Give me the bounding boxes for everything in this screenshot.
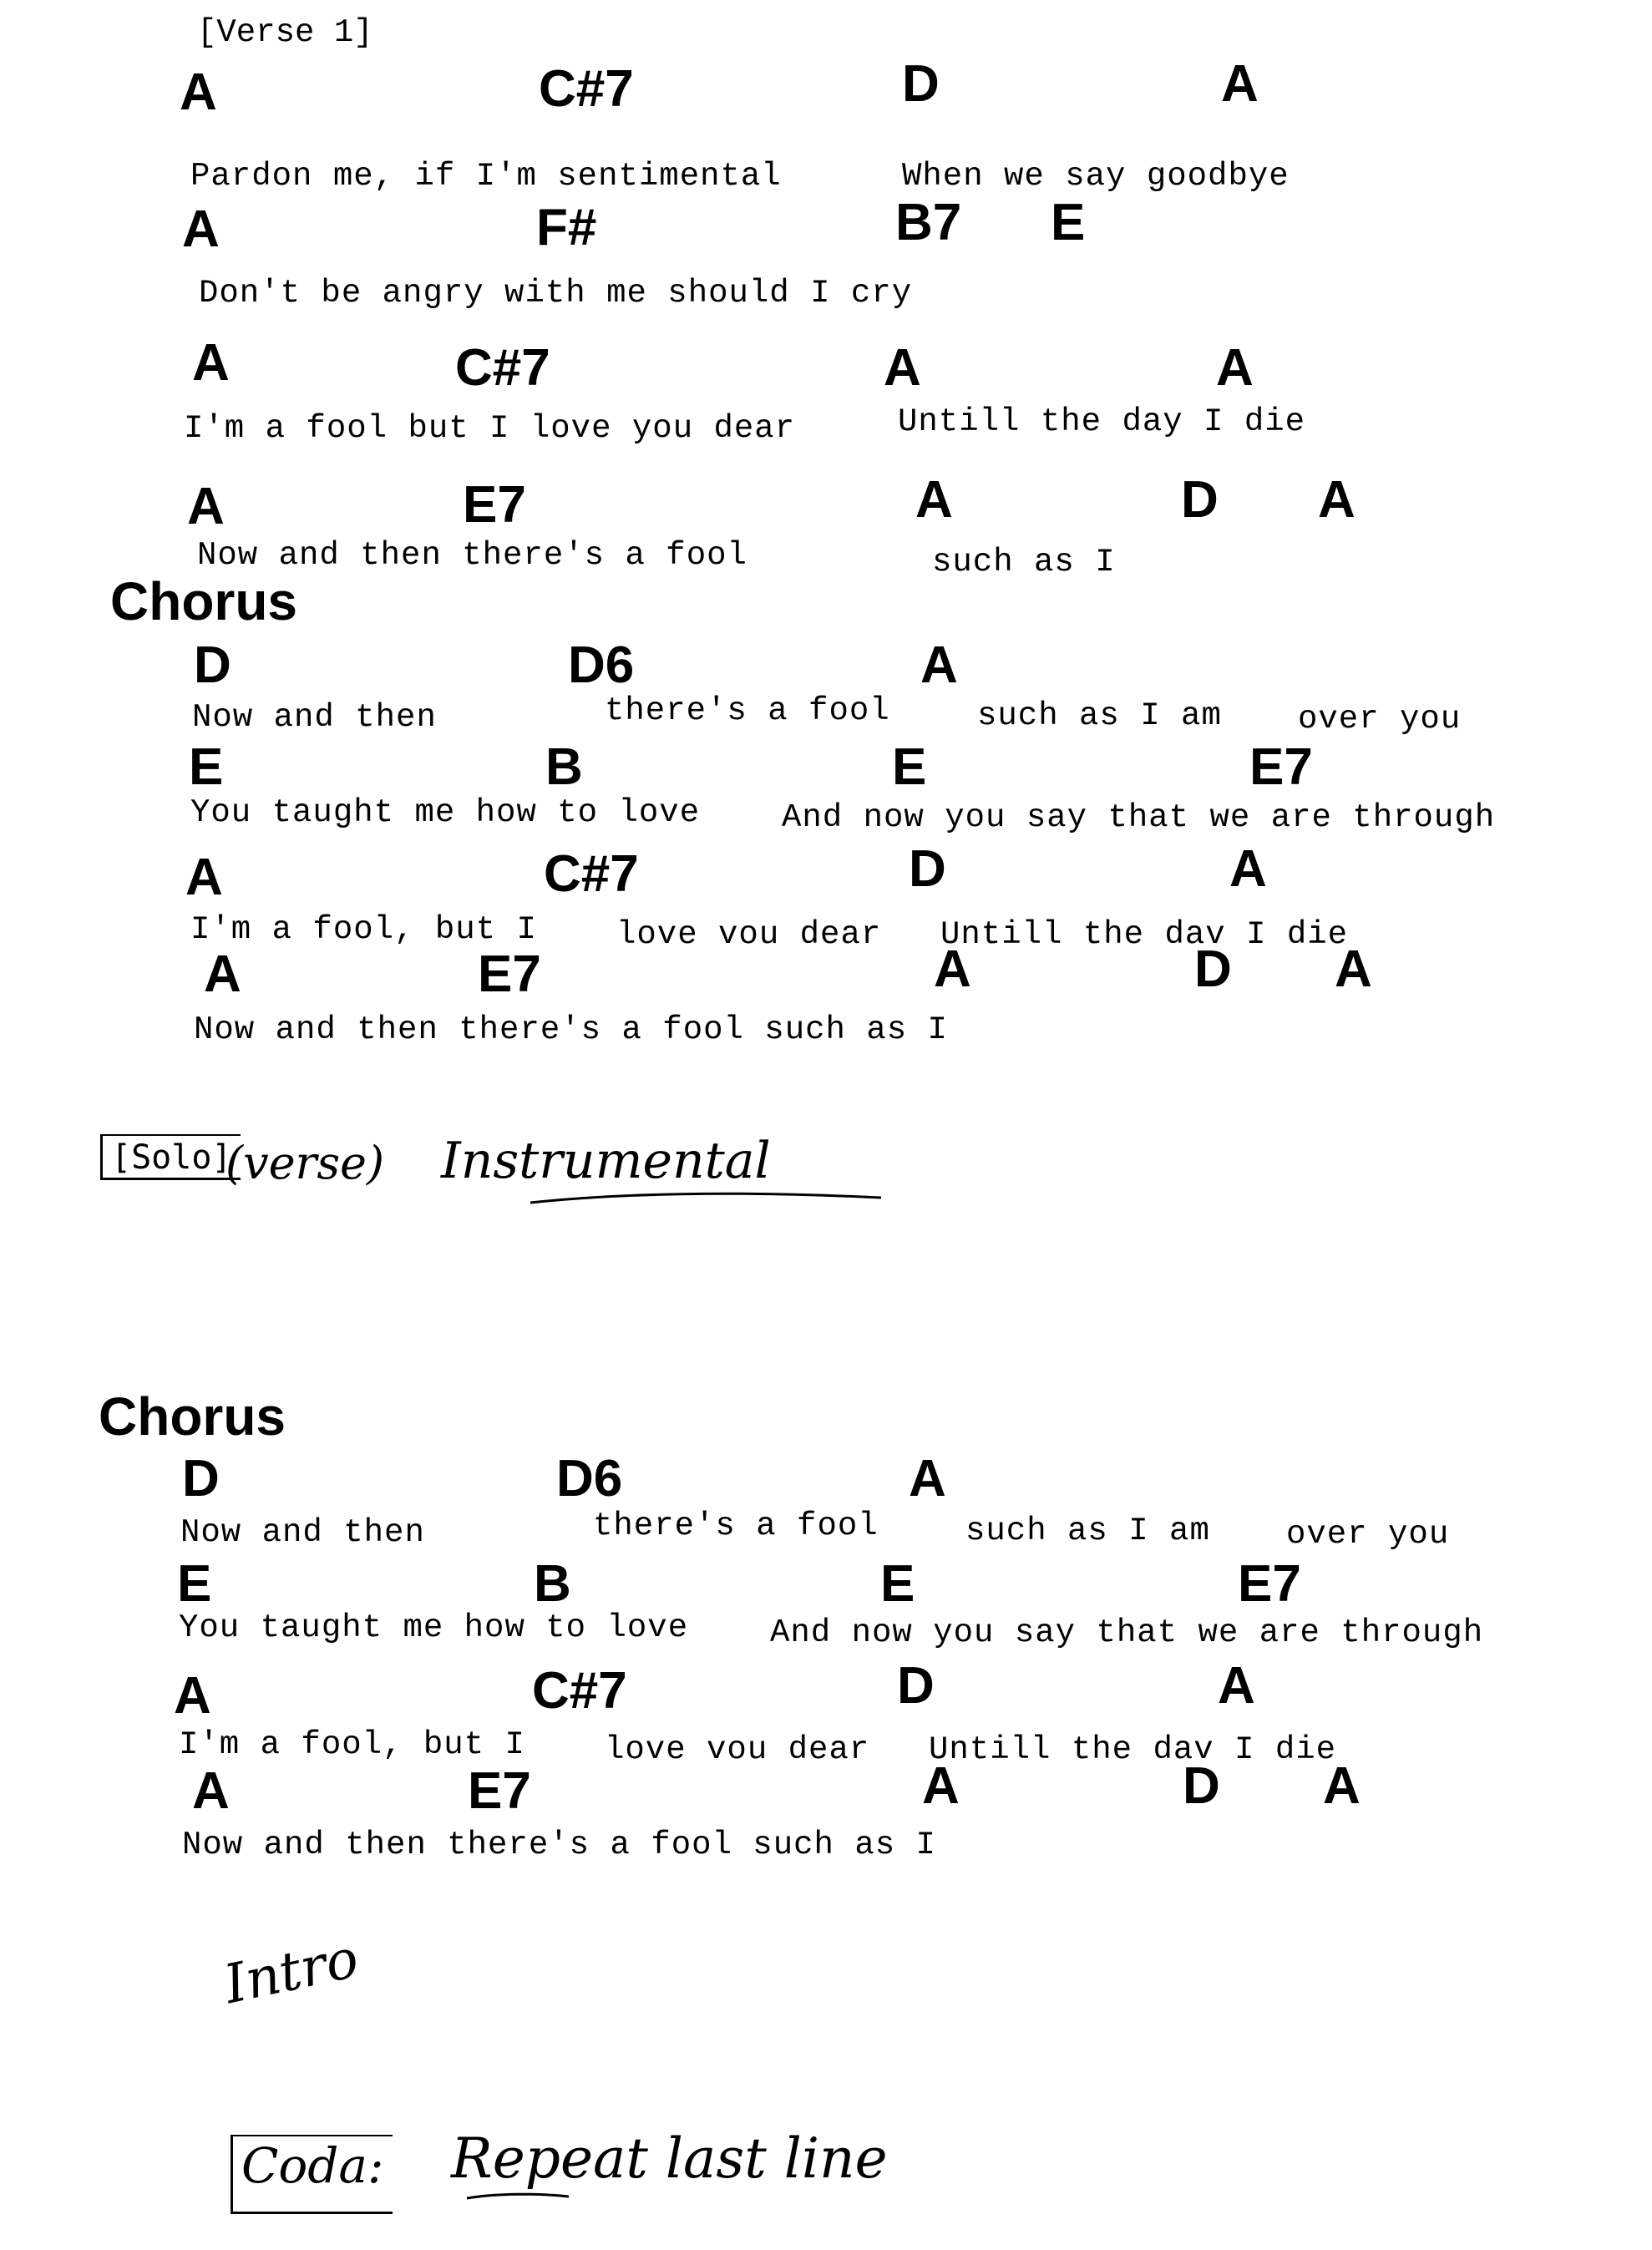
chord: D xyxy=(194,636,231,694)
lyric-line: I'm a fool, but I xyxy=(190,911,537,948)
chord: A xyxy=(922,1757,960,1815)
underline-scrawl xyxy=(526,1186,885,1211)
chord: E xyxy=(189,738,224,796)
lyric-line: love vou dear xyxy=(616,916,882,953)
chord: A xyxy=(192,1762,230,1820)
chorus-heading: Chorus xyxy=(99,1386,286,1447)
lyric-line: Untill the dav I die xyxy=(929,1731,1337,1768)
chord: A xyxy=(185,849,223,906)
lyric-line: Untill the day I die xyxy=(898,403,1306,440)
chord: A xyxy=(187,478,225,535)
coda-instruction: Repeat last line xyxy=(451,2126,888,2191)
chord: A xyxy=(204,945,241,1003)
chord: B xyxy=(534,1555,571,1613)
chord: E7 xyxy=(478,945,541,1003)
chorus-heading: Chorus xyxy=(110,571,297,631)
lyric-line: Untill the dav I die xyxy=(940,916,1349,953)
chord: E xyxy=(1051,194,1086,251)
lyric-line: Pardon me, if I'm sentimental xyxy=(190,158,782,195)
chord: D xyxy=(1181,471,1219,529)
chord: A xyxy=(1229,840,1267,898)
lyric-line: over you xyxy=(1298,701,1462,737)
lyric-line: You taught me how to love xyxy=(179,1609,689,1646)
chord: A xyxy=(915,471,953,529)
chord: A xyxy=(920,636,958,694)
chord: C#7 xyxy=(544,845,639,903)
chord: A xyxy=(1323,1757,1361,1815)
chord: A xyxy=(1216,339,1254,397)
lyric-line: You taught me how to love xyxy=(190,794,701,831)
chord: A xyxy=(192,334,230,392)
lyric-line: And now you say that we are through xyxy=(770,1614,1484,1651)
lyric-line: I'm a fool but I love you dear xyxy=(184,410,796,447)
lyric-line: there's a fool xyxy=(593,1508,879,1544)
chord: C#7 xyxy=(532,1662,627,1720)
chord: C#7 xyxy=(455,339,550,397)
chord: D xyxy=(897,1657,935,1715)
lyric-line: Now and then xyxy=(192,699,437,736)
chord: D xyxy=(1183,1757,1220,1815)
lyric-line: Now and then there's a fool such as I xyxy=(194,1011,948,1048)
chord: E7 xyxy=(463,476,526,534)
lyric-line: there's a fool xyxy=(605,692,890,729)
underline-scrawl xyxy=(464,2188,572,2205)
chord: A xyxy=(909,1450,946,1508)
chord: D xyxy=(1194,940,1232,998)
coda-label: Coda: xyxy=(231,2135,393,2214)
chord: E xyxy=(177,1555,212,1613)
chord: A xyxy=(1218,1657,1255,1715)
chord: A xyxy=(1318,471,1356,529)
lyric-line: When we say goodbye xyxy=(902,158,1290,195)
lyric-line: Now and then there's a fool xyxy=(197,537,747,574)
lyric-line: love vou dear xyxy=(605,1731,870,1768)
chord: A xyxy=(182,200,220,258)
chord: B7 xyxy=(895,194,962,251)
chord: A xyxy=(1335,940,1372,998)
lyric-line: Now and then xyxy=(180,1514,425,1551)
lyric-line: And now you say that we are through xyxy=(782,799,1496,836)
lyric-line: I'm a fool, but I xyxy=(179,1726,525,1763)
lyric-line: Don't be angry with me should I cry xyxy=(199,275,913,312)
chord: D xyxy=(909,840,946,898)
chord: D xyxy=(182,1450,220,1508)
chord: F# xyxy=(536,199,597,256)
solo-label: [Solo] xyxy=(100,1134,241,1180)
chord: D6 xyxy=(568,636,635,694)
chord: E xyxy=(892,738,927,796)
lyric-line: such as I xyxy=(932,544,1116,580)
lyric-line: such as I am xyxy=(977,697,1222,734)
chord: E7 xyxy=(468,1762,531,1820)
solo-verse-note: (verse) xyxy=(226,1137,385,1189)
chord: A xyxy=(174,1667,211,1725)
chord: A xyxy=(934,940,971,998)
chord: E xyxy=(880,1555,915,1613)
chord: A xyxy=(1221,55,1259,113)
lyric-line: such as I am xyxy=(965,1513,1210,1549)
verse-1-label: [Verse 1] xyxy=(197,14,373,51)
chord: D xyxy=(902,55,940,113)
chord: B xyxy=(545,738,583,796)
chord: A xyxy=(884,339,921,397)
chord: E7 xyxy=(1249,738,1313,796)
chord: D6 xyxy=(556,1450,623,1508)
intro-note: Intro xyxy=(219,1928,364,2017)
lyric-line: over you xyxy=(1286,1516,1450,1553)
lyric-line: Now and then there's a fool such as I xyxy=(182,1827,936,1863)
chord: C#7 xyxy=(539,60,634,118)
solo-instrumental-note: Instrumental xyxy=(441,1132,771,1190)
chord: E7 xyxy=(1238,1555,1301,1613)
chord: A xyxy=(180,63,217,121)
